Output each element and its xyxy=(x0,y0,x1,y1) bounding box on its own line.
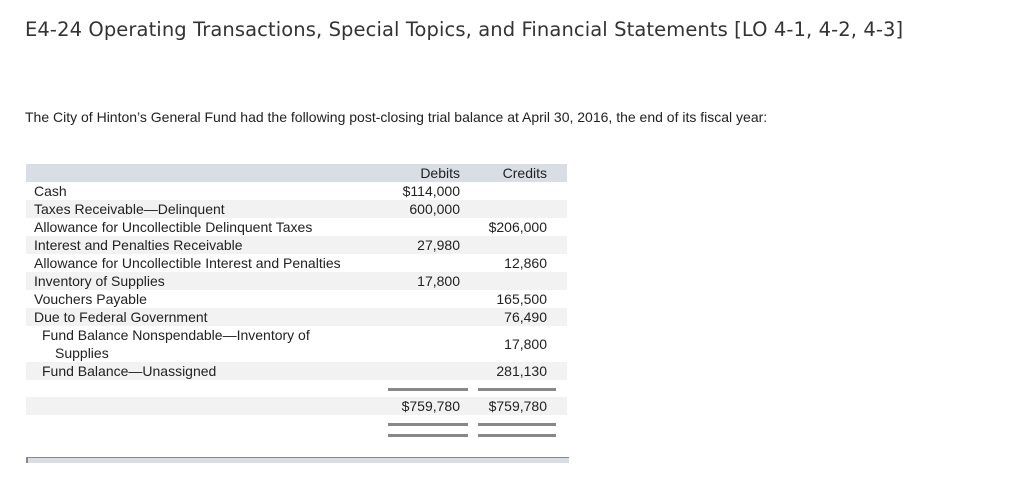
debit-double-underline xyxy=(388,434,468,437)
debit-double-underline xyxy=(388,423,468,426)
account-name: Interest and Penalties Receivable xyxy=(34,237,243,253)
credits-header: Credits xyxy=(502,165,547,181)
table-row xyxy=(26,182,567,200)
credit-amount: $206,000 xyxy=(488,219,547,235)
account-name: Due to Federal Government xyxy=(34,309,208,325)
account-name: Vouchers Payable xyxy=(34,291,147,307)
debit-amount: 600,000 xyxy=(409,201,460,217)
table-row xyxy=(26,290,567,308)
table-row xyxy=(26,254,567,272)
credit-underline xyxy=(478,388,556,391)
account-name: Taxes Receivable—Delinquent xyxy=(34,201,225,217)
debit-total: $759,780 xyxy=(401,398,460,414)
credit-amount: 76,490 xyxy=(504,309,547,325)
table-row xyxy=(26,218,567,236)
totals-row xyxy=(26,397,567,415)
intro-text: The City of Hinton’s General Fund had the following post-closing trial balance at April 30, 2016, the end of its fiscal year: xyxy=(25,109,768,125)
account-name: Cash xyxy=(34,183,67,199)
debits-header: Debits xyxy=(420,165,460,181)
credit-double-underline xyxy=(478,434,556,437)
double-underline-row xyxy=(26,415,567,445)
account-name: Allowance for Uncollectible Interest and Penalties xyxy=(34,255,341,271)
debit-amount: $114,000 xyxy=(402,183,460,199)
account-name-line1: Fund Balance Nonspendable—Inventory of xyxy=(42,327,310,343)
account-name: Inventory of Supplies xyxy=(34,273,165,289)
credit-amount: 12,860 xyxy=(504,255,547,271)
account-name: Allowance for Uncollectible Delinquent Taxes xyxy=(34,219,313,235)
table-row xyxy=(26,272,567,290)
spacer-row xyxy=(26,380,567,397)
table-row xyxy=(26,326,567,362)
debit-amount: 27,980 xyxy=(417,237,460,253)
debit-underline xyxy=(388,388,468,391)
exercise-title: E4-24 Operating Transactions, Special Topics, and Financial Statements [LO 4-1, 4-2, 4-3] xyxy=(25,18,904,41)
account-name: Fund Balance—Unassigned xyxy=(42,363,217,379)
credit-double-underline xyxy=(478,423,556,426)
account-name xyxy=(42,326,310,362)
credit-amount: 165,500 xyxy=(496,291,547,307)
account-name-line2: Supplies xyxy=(55,345,109,361)
table-bottom-border xyxy=(26,457,569,463)
credit-total: $759,780 xyxy=(488,398,547,414)
table-row xyxy=(26,308,567,326)
table-row xyxy=(26,362,567,380)
table-row xyxy=(26,236,567,254)
credit-amount: 281,130 xyxy=(496,363,547,379)
trial-balance-table xyxy=(26,164,567,445)
table-header xyxy=(26,164,567,182)
debit-amount: 17,800 xyxy=(417,273,460,289)
credit-amount: 17,800 xyxy=(504,336,547,352)
table-row xyxy=(26,200,567,218)
